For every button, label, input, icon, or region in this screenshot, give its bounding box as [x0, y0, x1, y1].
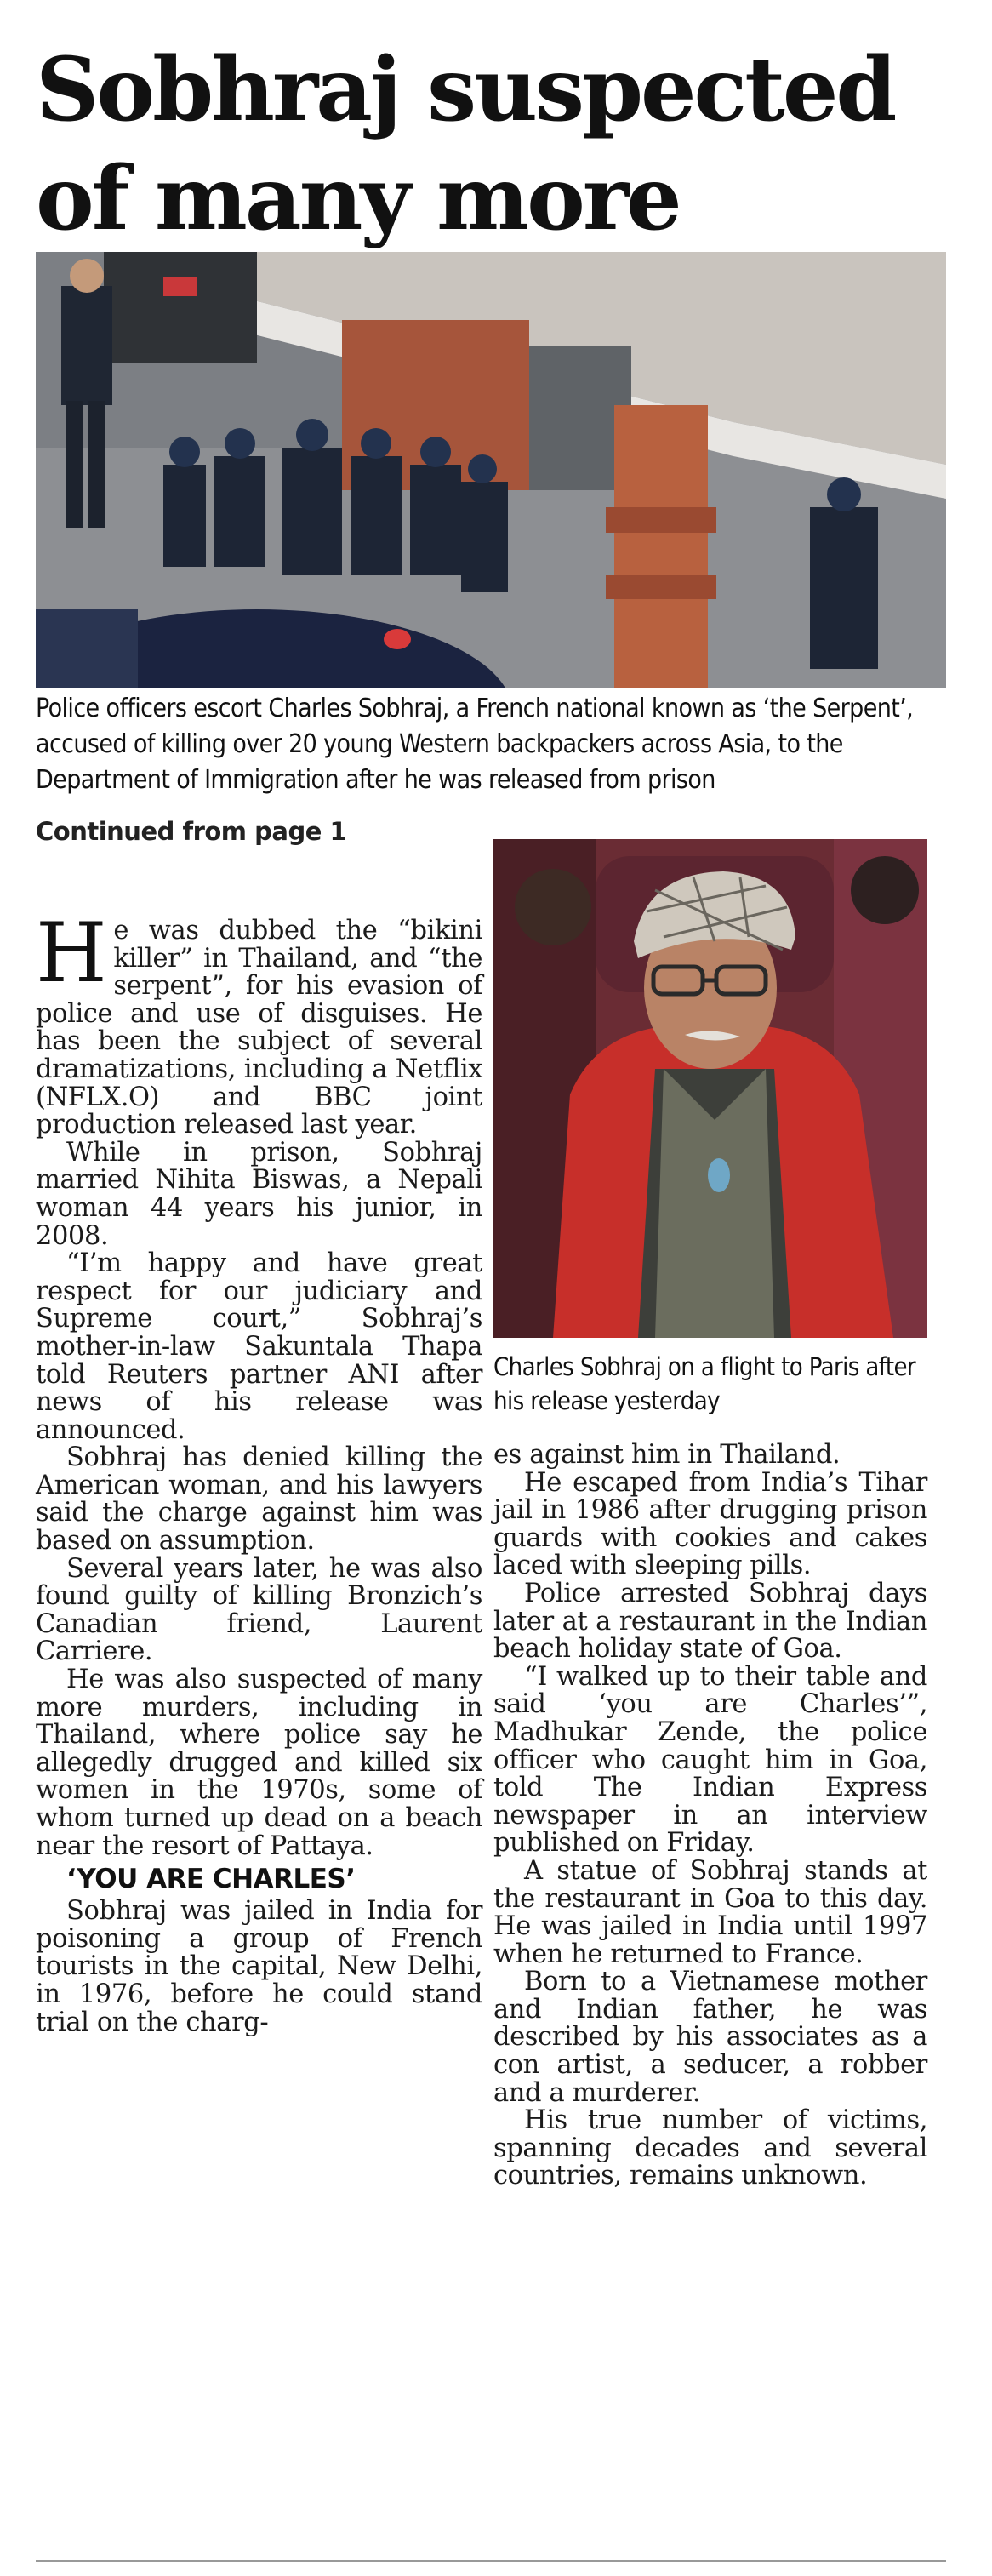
article-paragraph: He was also suspected of many more murders, including in Thailand, where police say he allegedly drugged and killed six women in the 1970s, some of whom turned up dead on a beach near the resort of Pattaya. — [36, 1665, 482, 1861]
article-left-column — [36, 905, 482, 2037]
headline: Sobhraj suspected of many more — [36, 38, 895, 250]
article-paragraph: Sobhraj has denied killing the American woman, and his lawyers said the charge against him was based on assumption. — [36, 1442, 482, 1556]
side-photo-caption: Charles Sobhraj on a flight to Paris after his release yesterday — [493, 1352, 916, 1415]
article-paragraph: He escaped from India’s Tihar jail in 1986 after drugging prison guards with cookies and cakes laced with sleeping pills. — [493, 1467, 927, 1581]
article-paragraph: Sobhraj was jailed in India for poisoning a group of French tourists in the capital, New Delhi, in 1976, before he could stand trial on the charg- — [36, 1896, 482, 2037]
article-paragraph: He was dubbed the “bikini killer” in Thailand, and “the serpent”, for his evasion of police and use of disguises. He has been the subject of several dramatizations, including a Netflix (NFLX.O) and BBC joint production released last year. — [36, 905, 482, 1140]
police-escort-photo — [36, 252, 946, 688]
page-bottom-rule — [36, 2560, 946, 2562]
main-photo-caption: Police officers escort Charles Sobhraj, a French national known as ‘the Serpent’, accused of killing over 20 young Western backpackers across Asia, to the Department of Immigration after he was released from prison — [36, 694, 914, 795]
sobhraj-flight-photo — [493, 839, 927, 1338]
article-paragraph: A statue of Sobhraj stands at the restaurant in Goa to this day. He was jailed in India until 1997 when he returned to France. — [493, 1855, 927, 1969]
continued-from-label: Continued from page 1 — [36, 817, 347, 846]
drop-cap: H — [36, 905, 107, 1001]
article-paragraph: While in prison, Sobhraj married Nihita Biswas, a Nepali woman 44 years his junior, in 2008. — [36, 1137, 482, 1251]
article-paragraph-continuation: es against him in Thailand. — [493, 1440, 841, 1470]
section-subhead: ‘YOU ARE CHARLES’ — [66, 1864, 356, 1895]
article-paragraph: Several years later, he was also found guilty of killing Bronzich’s Canadian friend, Laurent Carriere. — [36, 1553, 482, 1667]
article-paragraph: Police arrested Sobhraj days later at a restaurant in the Indian beach holiday state of Goa. — [493, 1578, 927, 1665]
article-paragraph: His true number of victims, spanning decades and several countries, remains unknown. — [493, 2105, 927, 2191]
article-right-column — [493, 1442, 927, 2190]
article-paragraph: “I’m happy and have great respect for our judiciary and Supreme court,” Sobhraj’s mother-in-law Sakuntala Thapa told Reuters partner ANI after news of his release was announced. — [36, 1248, 482, 1445]
article-paragraph: Born to a Vietnamese mother and Indian father, he was described by his associates as a con artist, a seducer, a robber and a murderer. — [493, 1967, 927, 2108]
article-paragraph: “I walked up to their table and said ‘you are Charles’”, Madhukar Zende, the police officer who caught him in Goa, told The Indian Express newspaper in an interview published on Friday. — [493, 1661, 927, 1859]
